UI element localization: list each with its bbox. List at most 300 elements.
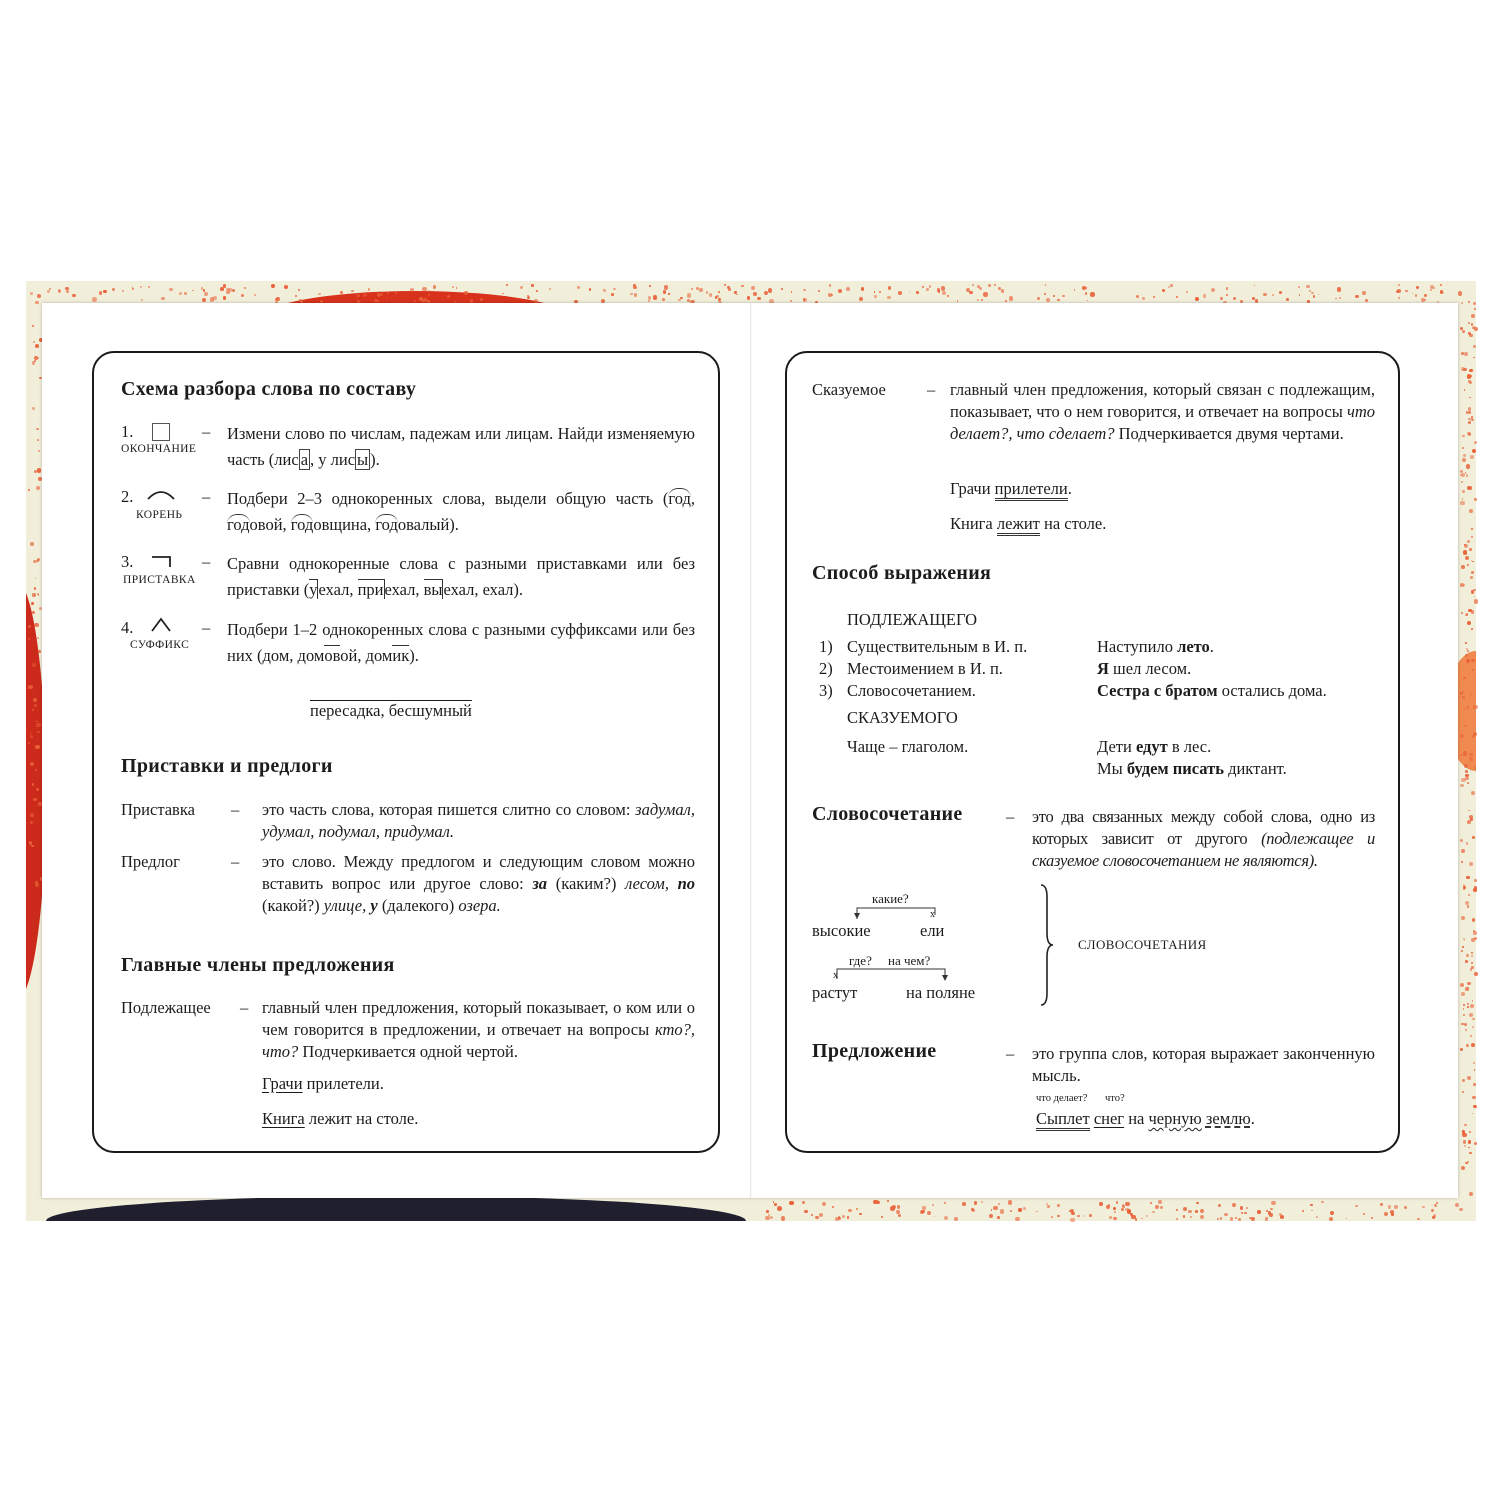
splatter-dot bbox=[1472, 1000, 1474, 1002]
splatter-dot bbox=[1461, 992, 1464, 995]
splatter-dot bbox=[1099, 1202, 1103, 1206]
splatter-dot bbox=[972, 1209, 974, 1211]
splatter-dot bbox=[803, 298, 805, 300]
subject-heading: ПОДЛЕЖАЩЕГО bbox=[847, 610, 978, 629]
sentence-question: что делает? bbox=[1036, 1093, 1088, 1104]
splatter-dot bbox=[1474, 441, 1477, 444]
splatter-dot bbox=[815, 1216, 819, 1220]
phrase-word: на поляне bbox=[906, 983, 976, 1002]
splatter-dot bbox=[1469, 753, 1472, 756]
main-word-mark: x bbox=[833, 970, 838, 981]
phrase-title: Словосочетание bbox=[812, 803, 963, 825]
splatter-dot bbox=[37, 637, 39, 639]
splatter-dot bbox=[1473, 705, 1477, 709]
splatter-dot bbox=[1269, 1213, 1273, 1217]
row-way: Словосочетанием. bbox=[847, 681, 976, 700]
item-number: 1. bbox=[121, 422, 134, 441]
splatter-dot bbox=[1471, 528, 1473, 530]
splatter-dot bbox=[37, 294, 41, 298]
splatter-dot bbox=[887, 296, 890, 299]
subject-example: Книга лежит на столе. bbox=[262, 1109, 419, 1128]
prefix-definition: это часть слова, которая пишется слитно со словом: задумал, удумал, подумал, придумал. bbox=[262, 800, 695, 841]
cover-dark-shape bbox=[46, 1196, 746, 1221]
splatter-dot bbox=[1384, 1212, 1388, 1216]
splatter-dot bbox=[92, 297, 96, 301]
splatter-dot bbox=[1310, 1204, 1312, 1206]
splatter-dot bbox=[822, 1202, 826, 1206]
item-dash: – bbox=[202, 552, 211, 571]
splatter-dot bbox=[377, 293, 381, 297]
splatter-dot bbox=[351, 290, 353, 292]
splatter-dot bbox=[1286, 298, 1289, 301]
splatter-dot bbox=[1220, 297, 1223, 300]
splatter-dot bbox=[36, 428, 38, 430]
splatter-dot bbox=[1434, 1204, 1437, 1207]
splatter-dot bbox=[99, 291, 103, 295]
splatter-dot bbox=[1176, 296, 1178, 298]
splatter-dot bbox=[35, 769, 37, 771]
splatter-dot bbox=[30, 813, 34, 817]
splatter-dot bbox=[35, 301, 38, 304]
splatter-dot bbox=[1467, 564, 1469, 566]
splatter-dot bbox=[1469, 548, 1472, 551]
splatter-dot bbox=[30, 735, 33, 738]
splatter-dot bbox=[601, 299, 605, 303]
splatter-dot bbox=[1473, 1083, 1476, 1086]
splatter-dot bbox=[1467, 374, 1471, 378]
predicate-term: Сказуемое bbox=[812, 380, 886, 399]
splatter-dot bbox=[1089, 1214, 1092, 1217]
splatter-dot bbox=[531, 284, 533, 286]
item-dash: – bbox=[202, 487, 211, 506]
item-number: 3. bbox=[121, 552, 134, 571]
splatter-dot bbox=[72, 294, 76, 298]
main-word-mark: x bbox=[930, 909, 935, 920]
splatter-dot bbox=[1472, 918, 1475, 921]
prefix-term: Приставка bbox=[121, 800, 195, 819]
splatter-dot bbox=[1470, 1035, 1472, 1037]
splatter-dot bbox=[774, 1203, 777, 1206]
splatter-dot bbox=[1463, 677, 1465, 679]
splatter-dot bbox=[1330, 1211, 1334, 1215]
splatter-dot bbox=[1472, 1026, 1474, 1028]
sentence-example: Сыплет снег на черную землю. bbox=[1036, 1108, 1255, 1130]
splatter-dot bbox=[1469, 862, 1473, 866]
row-number: 1) bbox=[819, 637, 833, 656]
splatter-dot bbox=[271, 284, 275, 288]
right-panel bbox=[785, 351, 1400, 1153]
splatter-dot bbox=[664, 285, 668, 289]
splatter-dot bbox=[1462, 1133, 1466, 1137]
splatter-dot bbox=[1466, 954, 1469, 957]
sentence-definition: это группа слов, которая выражает законченную мысль. bbox=[1032, 1044, 1375, 1085]
splatter-dot bbox=[1469, 381, 1472, 384]
splatter-dot bbox=[1465, 642, 1467, 644]
splatter-dot bbox=[536, 290, 538, 292]
splatter-dot bbox=[1468, 609, 1472, 613]
splatter-dot bbox=[1467, 1006, 1469, 1008]
phrase-question: на чем? bbox=[888, 953, 931, 968]
predicate-example: Грачи прилетели. bbox=[950, 478, 1072, 500]
splatter-dot bbox=[1471, 536, 1473, 538]
suffix-symbol bbox=[150, 617, 172, 633]
splatter-dot bbox=[998, 1203, 1000, 1205]
subject-term: Подлежащее bbox=[121, 998, 211, 1017]
splatter-dot bbox=[35, 881, 38, 884]
splatter-dot bbox=[428, 294, 430, 296]
splatter-dot bbox=[1469, 509, 1473, 513]
sentence-question: что? bbox=[1105, 1093, 1125, 1104]
splatter-dot bbox=[1474, 879, 1477, 882]
subject-definition: главный член предложения, который показывает, о ком или о чем говорится в предложении, и отвечает на вопросы кто?, что? Подчеркивается одной чертой. bbox=[262, 998, 696, 1061]
splatter-dot bbox=[1416, 286, 1419, 289]
splatter-dot bbox=[653, 295, 657, 299]
splatter-dot bbox=[141, 299, 143, 301]
item-text: Подбери 2–3 однокоренных слова, выдели общую часть (год, годовой, годовщина, годовалый). bbox=[227, 489, 695, 534]
splatter-dot bbox=[1226, 287, 1229, 290]
splatter-dot bbox=[1109, 1216, 1112, 1219]
splatter-dot bbox=[1404, 1206, 1407, 1209]
splatter-dot bbox=[34, 587, 36, 589]
splatter-dot bbox=[1363, 1213, 1365, 1215]
splatter-dot bbox=[1106, 1205, 1110, 1209]
splatter-dot bbox=[1474, 599, 1478, 603]
splatter-dot bbox=[1190, 1216, 1192, 1218]
row-example: Сестра с братом остались дома. bbox=[1097, 681, 1327, 700]
splatter-dot bbox=[718, 291, 720, 293]
splatter-dot bbox=[954, 1217, 958, 1221]
splatter-dot bbox=[1226, 294, 1228, 296]
splatter-dot bbox=[1458, 291, 1462, 295]
splatter-dot bbox=[734, 291, 737, 294]
splatter-dot bbox=[981, 299, 983, 301]
splatter-dot bbox=[28, 685, 32, 689]
splatter-dot bbox=[1468, 421, 1470, 423]
splatter-dot bbox=[32, 663, 36, 667]
phrase-word: растут bbox=[812, 983, 858, 1002]
splatter-dot bbox=[1461, 916, 1465, 920]
phrase-question: где? bbox=[849, 953, 872, 968]
phrase-definition: это два связанных между собой слова, одно из которых зависит от другого (подлежащее и сказуемое словосочетанием не являются). bbox=[1032, 807, 1376, 870]
splatter-dot bbox=[1473, 302, 1476, 305]
expression-title: Способ выражения bbox=[812, 562, 992, 584]
splatter-dot bbox=[1113, 1217, 1116, 1220]
predicate-definition: главный член предложения, который связан с подлежащим, показывает, что о нем говорится, и отвечает на вопросы что делает?, что сделает? Подчеркивается двумя чертами. bbox=[950, 380, 1376, 443]
splatter-dot bbox=[1461, 849, 1465, 853]
splatter-dot bbox=[66, 290, 69, 293]
splatter-dot bbox=[898, 291, 902, 295]
splatter-dot bbox=[1362, 291, 1366, 295]
splatter-dot bbox=[33, 341, 35, 343]
splatter-dot bbox=[37, 731, 39, 733]
page-fold bbox=[750, 303, 752, 1198]
splatter-dot bbox=[1467, 486, 1471, 490]
splatter-dot bbox=[1462, 1130, 1464, 1132]
splatter-dot bbox=[1474, 1069, 1476, 1071]
item-dash: – bbox=[202, 618, 211, 637]
splatter-dot bbox=[433, 285, 437, 289]
splatter-dot bbox=[819, 1213, 823, 1217]
splatter-dot bbox=[1070, 1218, 1074, 1222]
splatter-dot bbox=[1471, 962, 1473, 964]
splatter-dot bbox=[37, 357, 39, 359]
splatter-dot bbox=[1462, 1091, 1464, 1093]
preposition-definition: это слово. Между предлогом и следующим словом можно вставить вопрос или другое слово: за (каким?) лесом, по (какой?) улице, у (далекого) озера. bbox=[262, 852, 696, 915]
splatter-dot bbox=[220, 287, 224, 291]
splatter-dot bbox=[662, 298, 665, 301]
splatter-dot bbox=[37, 468, 41, 472]
splatter-dot bbox=[1460, 1048, 1462, 1050]
splatter-dot bbox=[1218, 1204, 1221, 1207]
main-members-title: Главные члены предложения bbox=[121, 954, 395, 976]
splatter-dot bbox=[1195, 1210, 1198, 1213]
prefix-dash: – bbox=[231, 800, 240, 819]
splatter-dot bbox=[1246, 1207, 1248, 1209]
splatter-dot bbox=[1471, 314, 1475, 318]
splatter-dot bbox=[1472, 669, 1474, 671]
splatter-dot bbox=[804, 1210, 808, 1214]
splatter-dot bbox=[1355, 1205, 1357, 1207]
splatter-dot bbox=[1005, 300, 1007, 302]
splatter-dot bbox=[1398, 297, 1400, 299]
splatter-dot bbox=[668, 293, 670, 295]
splatter-dot bbox=[1430, 289, 1432, 291]
curly-brace bbox=[1037, 883, 1057, 1007]
splatter-dot bbox=[803, 289, 806, 292]
splatter-dot bbox=[993, 1206, 997, 1210]
splatter-dot bbox=[1388, 1205, 1391, 1208]
splatter-dot bbox=[33, 698, 37, 702]
splatter-dot bbox=[1266, 1210, 1268, 1212]
predicate-example: Книга лежит на столе. bbox=[950, 513, 1106, 535]
splatter-dot bbox=[1461, 481, 1463, 483]
splatter-dot bbox=[1467, 782, 1469, 784]
splatter-dot bbox=[1432, 1216, 1434, 1218]
row-number: 3) bbox=[819, 681, 833, 700]
splatter-dot bbox=[223, 296, 226, 299]
splatter-dot bbox=[140, 286, 142, 288]
splatter-dot bbox=[1472, 327, 1474, 329]
splatter-dot bbox=[452, 286, 454, 288]
splatter-dot bbox=[781, 288, 783, 290]
splatter-dot bbox=[962, 1202, 966, 1206]
splatter-dot bbox=[1121, 1208, 1124, 1211]
splatter-dot bbox=[298, 289, 300, 291]
splatter-dot bbox=[977, 299, 979, 301]
splatter-dot bbox=[34, 623, 38, 627]
splatter-dot bbox=[1141, 1218, 1143, 1220]
item-caption: СУФФИКС bbox=[130, 639, 190, 651]
splatter-dot bbox=[1235, 1217, 1237, 1219]
splatter-dot bbox=[1116, 1202, 1118, 1204]
splatter-dot bbox=[1196, 1202, 1198, 1204]
splatter-dot bbox=[994, 284, 996, 286]
splatter-dot bbox=[1203, 294, 1206, 297]
item-text: Сравни однокоренные слова с разными приставками или без приставки (уехал, приехал, выехал, ехал). bbox=[227, 554, 695, 599]
row-way: Существительным в И. п. bbox=[847, 637, 1028, 656]
splatter-dot bbox=[1470, 576, 1473, 579]
splatter-dot bbox=[1462, 1079, 1465, 1082]
splatter-dot bbox=[1463, 550, 1467, 554]
splatter-dot bbox=[1390, 1210, 1394, 1214]
splatter-dot bbox=[299, 299, 302, 302]
splatter-dot bbox=[36, 788, 39, 791]
splatter-dot bbox=[28, 489, 30, 491]
splatter-dot bbox=[1085, 292, 1087, 294]
splatter-dot bbox=[1471, 416, 1473, 418]
predicate-way: Чаще – глаголом. bbox=[847, 737, 969, 756]
splatter-dot bbox=[1462, 490, 1465, 493]
splatter-dot bbox=[875, 1200, 879, 1204]
splatter-dot bbox=[226, 291, 230, 295]
splatter-dot bbox=[988, 284, 991, 287]
item-caption: ПРИСТАВКА bbox=[123, 574, 196, 586]
item-number: 4. bbox=[121, 618, 134, 637]
splatter-dot bbox=[1473, 357, 1475, 359]
splatter-dot bbox=[1464, 764, 1468, 768]
splatter-dot bbox=[974, 1201, 977, 1204]
splatter-dot bbox=[972, 284, 974, 286]
splatter-dot bbox=[423, 298, 427, 302]
phrase-question: какие? bbox=[872, 891, 909, 906]
left-panel bbox=[92, 351, 720, 1153]
splatter-dot bbox=[32, 783, 35, 786]
splatter-dot bbox=[757, 297, 760, 300]
item-caption: ОКОНЧАНИЕ bbox=[121, 443, 197, 455]
splatter-dot bbox=[1018, 1208, 1021, 1211]
subject-dash: – bbox=[240, 998, 249, 1017]
splatter-dot bbox=[897, 1205, 900, 1208]
row-example: Я шел лесом. bbox=[1097, 659, 1192, 678]
splatter-dot bbox=[1150, 1202, 1152, 1204]
splatter-dot bbox=[765, 1216, 769, 1220]
splatter-dot bbox=[1462, 696, 1465, 699]
splatter-dot bbox=[36, 723, 40, 727]
splatter-dot bbox=[1461, 778, 1465, 782]
splatter-dot bbox=[789, 1201, 793, 1205]
splatter-dot bbox=[254, 294, 256, 296]
splatter-dot bbox=[1466, 659, 1470, 663]
splatter-dot bbox=[649, 285, 651, 287]
splatter-dot bbox=[387, 292, 389, 294]
splatter-dot bbox=[1306, 285, 1310, 289]
splatter-dot bbox=[1471, 419, 1474, 422]
splatter-dot bbox=[161, 297, 165, 301]
splatter-dot bbox=[922, 1206, 925, 1209]
splatter-dot bbox=[687, 293, 691, 297]
splatter-dot bbox=[1183, 1215, 1186, 1218]
splatter-dot bbox=[1053, 295, 1055, 297]
splatter-dot bbox=[818, 290, 820, 292]
splatter-dot bbox=[31, 602, 34, 605]
splatter-dot bbox=[589, 288, 591, 290]
splatter-dot bbox=[1339, 297, 1341, 299]
splatter-dot bbox=[848, 1209, 851, 1212]
splatter-dot bbox=[506, 284, 508, 286]
prefixes-title: Приставки и предлоги bbox=[121, 755, 333, 777]
phrase-word: ели bbox=[920, 921, 945, 940]
splatter-dot bbox=[456, 287, 458, 289]
splatter-dot bbox=[1460, 327, 1463, 330]
splatter-dot bbox=[201, 287, 203, 289]
splatter-dot bbox=[859, 297, 863, 301]
splatter-dot bbox=[1057, 1215, 1059, 1217]
splatter-dot bbox=[1071, 1212, 1074, 1215]
splatter-dot bbox=[1471, 659, 1474, 662]
splatter-dot bbox=[1461, 352, 1464, 355]
splatter-dot bbox=[1195, 297, 1199, 301]
splatter-dot bbox=[1470, 818, 1473, 821]
splatter-dot bbox=[58, 290, 60, 292]
splatter-dot bbox=[410, 288, 414, 292]
splatter-dot bbox=[1469, 1013, 1473, 1017]
splatter-dot bbox=[414, 300, 416, 302]
splatter-dot bbox=[1313, 295, 1316, 298]
splatter-dot bbox=[1077, 1215, 1080, 1218]
splatter-dot bbox=[989, 1214, 993, 1218]
splatter-dot bbox=[1473, 888, 1477, 892]
splatter-dot bbox=[1472, 1096, 1476, 1100]
splatter-dot bbox=[1009, 296, 1013, 300]
splatter-dot bbox=[832, 1206, 834, 1208]
subject-example: Грачи прилетели. bbox=[262, 1074, 384, 1093]
splatter-dot bbox=[709, 293, 713, 297]
splatter-dot bbox=[770, 1216, 773, 1219]
splatter-dot bbox=[829, 284, 831, 286]
splatter-dot bbox=[1010, 1210, 1012, 1212]
splatter-dot bbox=[861, 287, 865, 291]
splatter-dot bbox=[1279, 291, 1282, 294]
splatter-dot bbox=[1463, 1008, 1465, 1010]
splatter-dot bbox=[395, 292, 397, 294]
splatter-dot bbox=[1463, 751, 1467, 755]
preposition-dash: – bbox=[231, 852, 240, 871]
splatter-dot bbox=[1440, 284, 1442, 286]
splatter-dot bbox=[103, 290, 106, 293]
splatter-dot bbox=[33, 798, 36, 801]
splatter-dot bbox=[1466, 706, 1469, 709]
phrase-dash: – bbox=[1006, 807, 1015, 826]
splatter-dot bbox=[1270, 1208, 1272, 1210]
splatter-dot bbox=[1090, 292, 1094, 296]
splatter-dot bbox=[887, 1200, 889, 1202]
row-number: 2) bbox=[819, 659, 833, 678]
splatter-dot bbox=[983, 292, 987, 296]
splatter-dot bbox=[1462, 435, 1464, 437]
splatter-dot bbox=[1473, 589, 1475, 591]
splatter-dot bbox=[37, 559, 39, 561]
splatter-dot bbox=[1474, 1142, 1477, 1145]
splatter-dot bbox=[1468, 322, 1470, 324]
splatter-dot bbox=[856, 1208, 858, 1210]
splatter-dot bbox=[1114, 1211, 1116, 1213]
splatter-dot bbox=[1465, 960, 1468, 963]
splatter-dot bbox=[1240, 1206, 1243, 1209]
splatter-dot bbox=[611, 293, 614, 296]
splatter-dot bbox=[1254, 285, 1256, 287]
splatter-dot bbox=[1463, 708, 1465, 710]
splatter-dot bbox=[1461, 612, 1463, 614]
splatter-dot bbox=[1155, 1205, 1159, 1209]
item-caption: КОРЕНЬ bbox=[136, 509, 183, 521]
splatter-dot bbox=[663, 290, 666, 293]
predicate-expression-example: Дети едут в лес. bbox=[1097, 737, 1212, 756]
splatter-dot bbox=[1062, 295, 1064, 297]
splatter-dot bbox=[859, 1213, 861, 1215]
splatter-dot bbox=[1082, 286, 1086, 290]
splatter-dot bbox=[35, 745, 39, 749]
splatter-dot bbox=[1466, 464, 1470, 468]
